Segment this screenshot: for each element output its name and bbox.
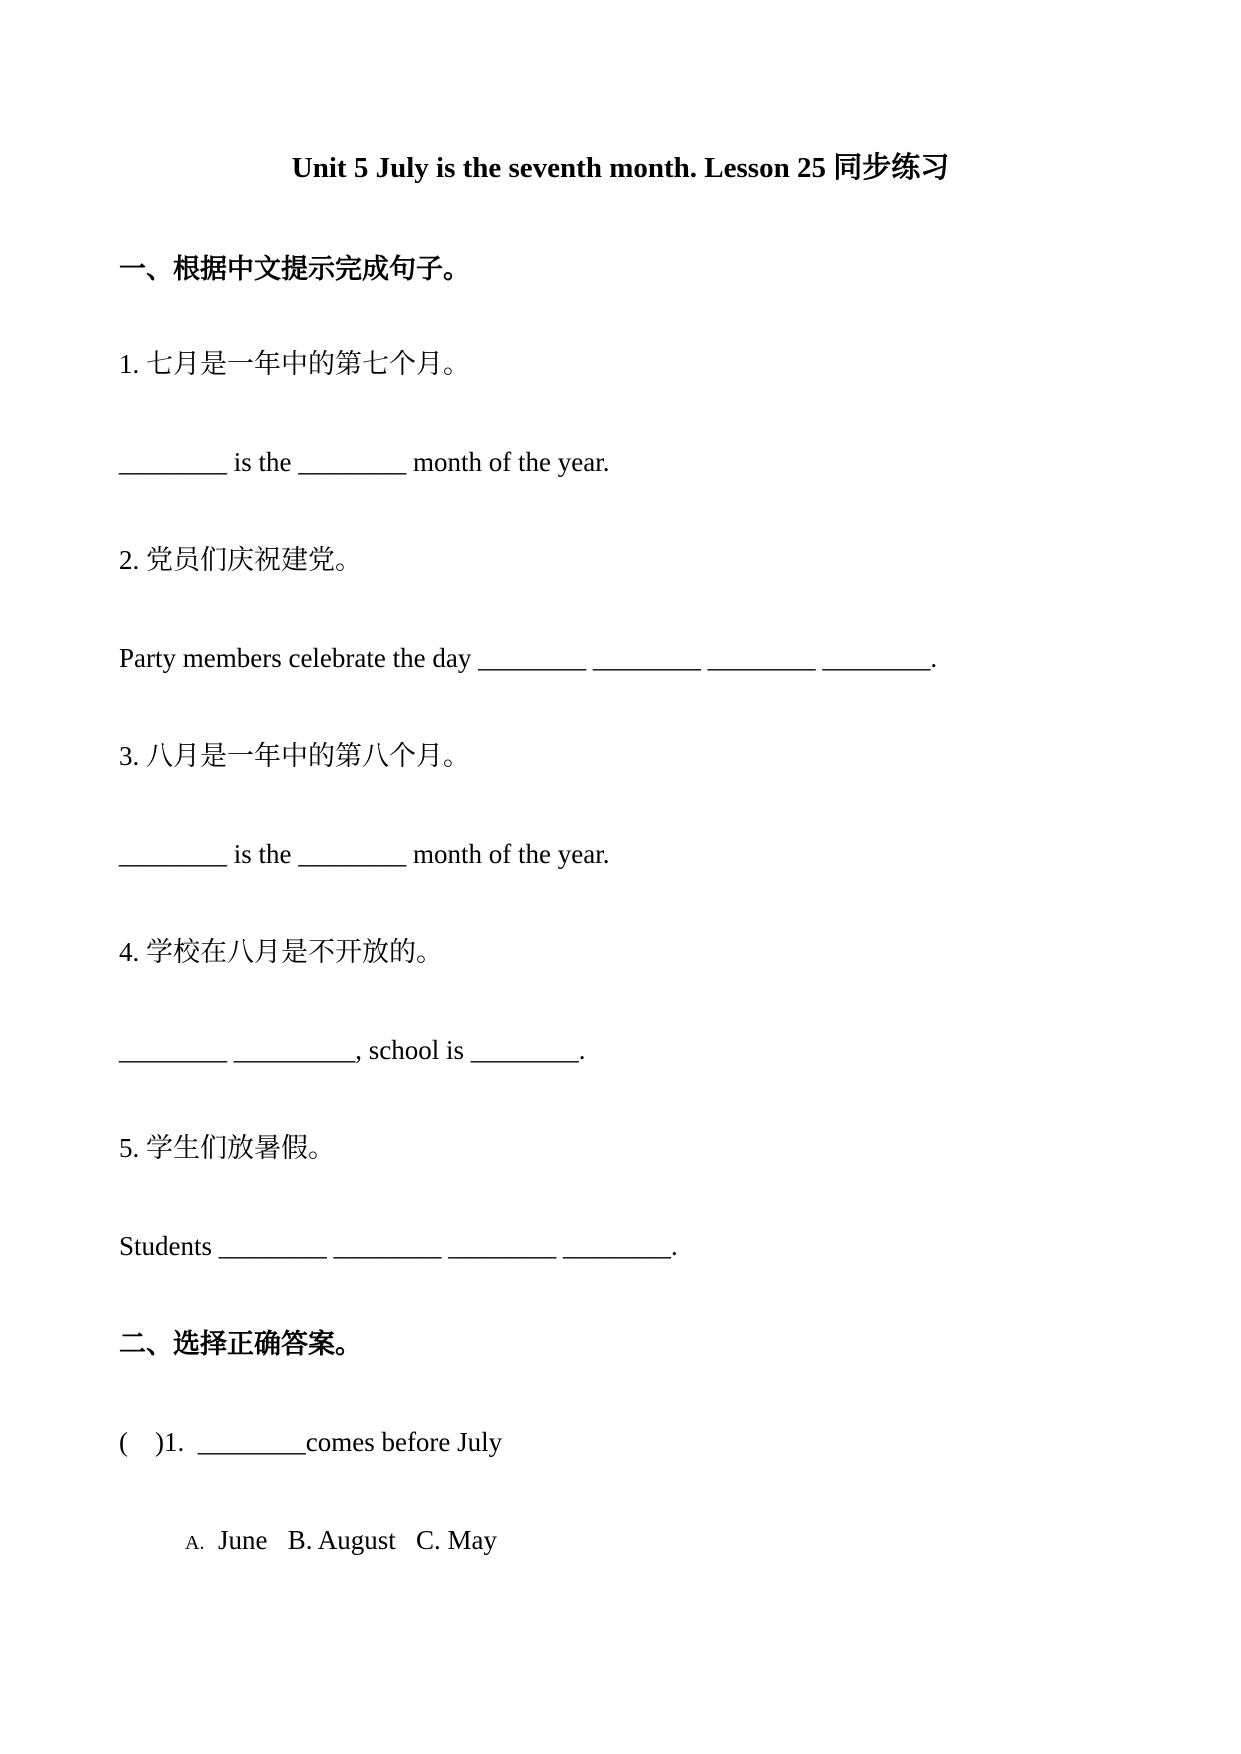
exercise-4-sentence: ________ _________, school is ________. [119, 1035, 586, 1065]
exercise-5-prompt: 5. 学生们放暑假。 [119, 1133, 335, 1163]
exercise-4-prompt: 4. 学校在八月是不开放的。 [119, 937, 443, 967]
section-1-heading: 一、根据中文提示完成句子。 [119, 254, 470, 284]
choice-1-options [185, 1523, 497, 1560]
exercise-1-prompt: 1. 七月是一年中的第七个月。 [119, 349, 470, 379]
exercise-5-sentence: Students ________ ________ ________ ________. [119, 1231, 678, 1261]
section-2-heading: 二、选择正确答案。 [119, 1329, 362, 1359]
exercise-2-prompt: 2. 党员们庆祝建党。 [119, 545, 362, 575]
option-b: B. August [287, 1525, 396, 1555]
exercise-2-sentence: Party members celebrate the day ________ ________ ________ ________. [119, 643, 938, 673]
exercise-1-sentence: ________ is the ________ month of the year. [119, 447, 610, 477]
choice-1-question: ( )1. ________comes before July [119, 1427, 503, 1457]
option-a-text: June [217, 1525, 268, 1555]
page-title: Unit 5 July is the seventh month. Lesson 25 同步练习 [291, 152, 950, 184]
option-a-letter: A. [185, 1532, 205, 1554]
option-c: C. May [415, 1525, 497, 1555]
exercise-3-sentence: ________ is the ________ month of the year. [119, 839, 610, 869]
exercise-3-prompt: 3. 八月是一年中的第八个月。 [119, 741, 470, 771]
